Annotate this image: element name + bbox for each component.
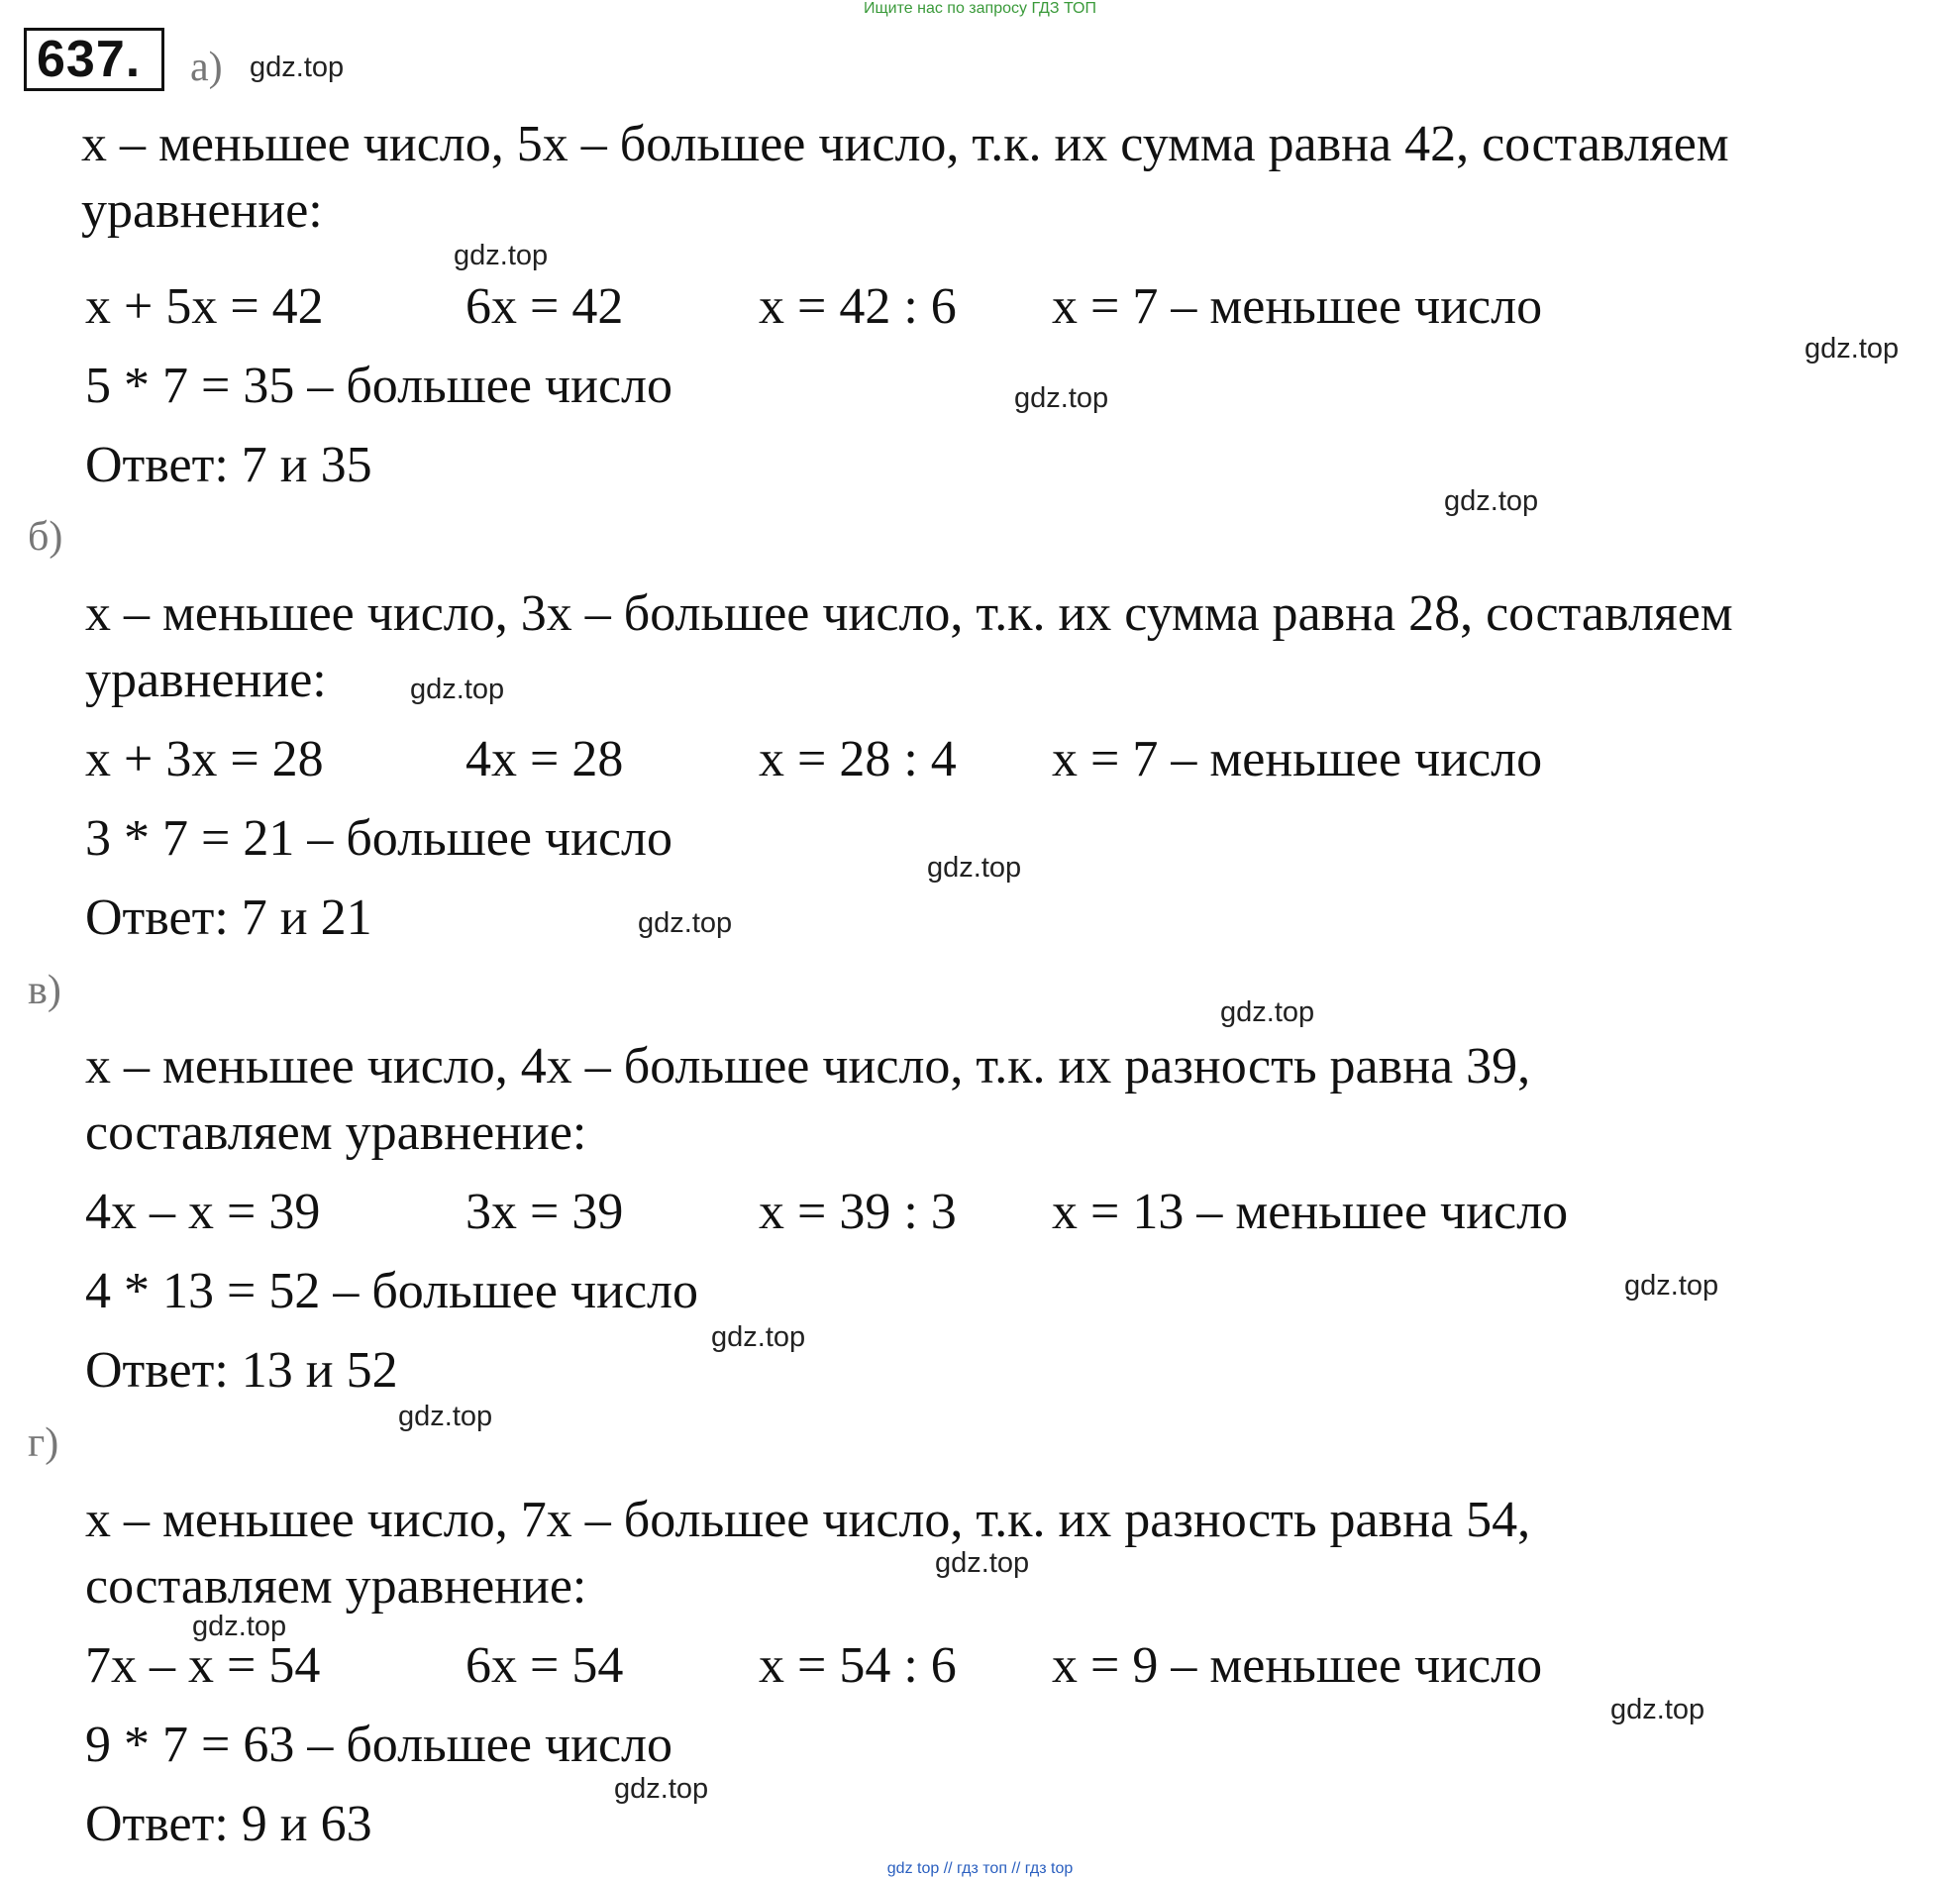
watermark: gdz.top [1220, 996, 1315, 1028]
watermark: gdz.top [454, 240, 549, 271]
watermark: gdz.top [1610, 1694, 1705, 1725]
part-b-eq2: 4x = 28 [465, 731, 624, 787]
watermark: gdz.top [614, 1773, 709, 1805]
part-v-eq3: x = 39 : 3 [759, 1184, 957, 1240]
top-banner: Ищите нас по запросу ГДЗ ТОП [864, 0, 1096, 17]
part-v-eq1: 4x – x = 39 [85, 1184, 321, 1240]
part-b-text-line1: x – меньшее число, 3x – большее число, т.к. их сумма равна 28, составляем [85, 585, 1733, 642]
part-g-eq4: x = 9 – меньшее число [1052, 1637, 1543, 1694]
part-a-text-line1: x – меньшее число, 5x – большее число, т.к. их сумма равна 42, составляем [81, 116, 1729, 172]
watermark: gdz.top [1014, 382, 1109, 414]
part-g-calc: 9 * 7 = 63 – большее число [85, 1717, 672, 1773]
part-g-answer: Ответ: 9 и 63 [85, 1796, 372, 1852]
watermark: gdz.top [638, 907, 733, 939]
part-a-answer: Ответ: 7 и 35 [85, 437, 372, 493]
part-b-eq3: x = 28 : 4 [759, 731, 957, 787]
part-g-eq2: 6x = 54 [465, 1637, 624, 1694]
part-a-text-line2: уравнение: [81, 182, 323, 239]
part-v-eq2: 3x = 39 [465, 1184, 624, 1240]
watermark: gdz.top [927, 852, 1022, 884]
part-g-eq1: 7x – x = 54 [85, 1637, 321, 1694]
part-b-text-line2: уравнение: [85, 652, 327, 708]
part-g-text-line2: составляем уравнение: [85, 1558, 587, 1615]
part-v-eq4: x = 13 – меньшее число [1052, 1184, 1569, 1240]
part-a-eq3: x = 42 : 6 [759, 278, 957, 335]
watermark: gdz.top [410, 674, 505, 705]
part-v-text-line2: составляем уравнение: [85, 1104, 587, 1161]
watermark: gdz.top [711, 1321, 806, 1353]
watermark: gdz.top [1624, 1270, 1719, 1302]
part-g-eq3: x = 54 : 6 [759, 1637, 957, 1694]
watermark: gdz.top [935, 1547, 1030, 1579]
footer-links: gdz top // гдз топ // гдз top [886, 1860, 1074, 1877]
part-label-v: в) [28, 968, 61, 1013]
part-label-b: б) [28, 514, 63, 560]
part-v-calc: 4 * 13 = 52 – большее число [85, 1263, 698, 1319]
watermark: gdz.top [250, 52, 345, 83]
part-a-eq2: 6x = 42 [465, 278, 624, 335]
part-b-calc: 3 * 7 = 21 – большее число [85, 810, 672, 867]
watermark: gdz.top [1805, 333, 1900, 365]
part-a-eq1: x + 5x = 42 [85, 278, 324, 335]
watermark: gdz.top [398, 1401, 493, 1432]
part-v-text-line1: x – меньшее число, 4x – большее число, т.к. их разность равна 39, [85, 1038, 1531, 1095]
part-b-answer: Ответ: 7 и 21 [85, 889, 372, 946]
watermark: gdz.top [1444, 485, 1539, 517]
part-a-calc: 5 * 7 = 35 – большее число [85, 358, 672, 414]
watermark: gdz.top [192, 1611, 287, 1642]
part-label-a: а) [190, 45, 223, 90]
part-b-eq1: x + 3x = 28 [85, 731, 324, 787]
part-b-eq4: x = 7 – меньшее число [1052, 731, 1543, 787]
problem-number: 637. [24, 28, 164, 91]
part-label-g: г) [28, 1420, 59, 1466]
part-v-answer: Ответ: 13 и 52 [85, 1342, 398, 1399]
part-a-eq4: x = 7 – меньшее число [1052, 278, 1543, 335]
part-g-text-line1: x – меньшее число, 7x – большее число, т.к. их разность равна 54, [85, 1492, 1531, 1548]
